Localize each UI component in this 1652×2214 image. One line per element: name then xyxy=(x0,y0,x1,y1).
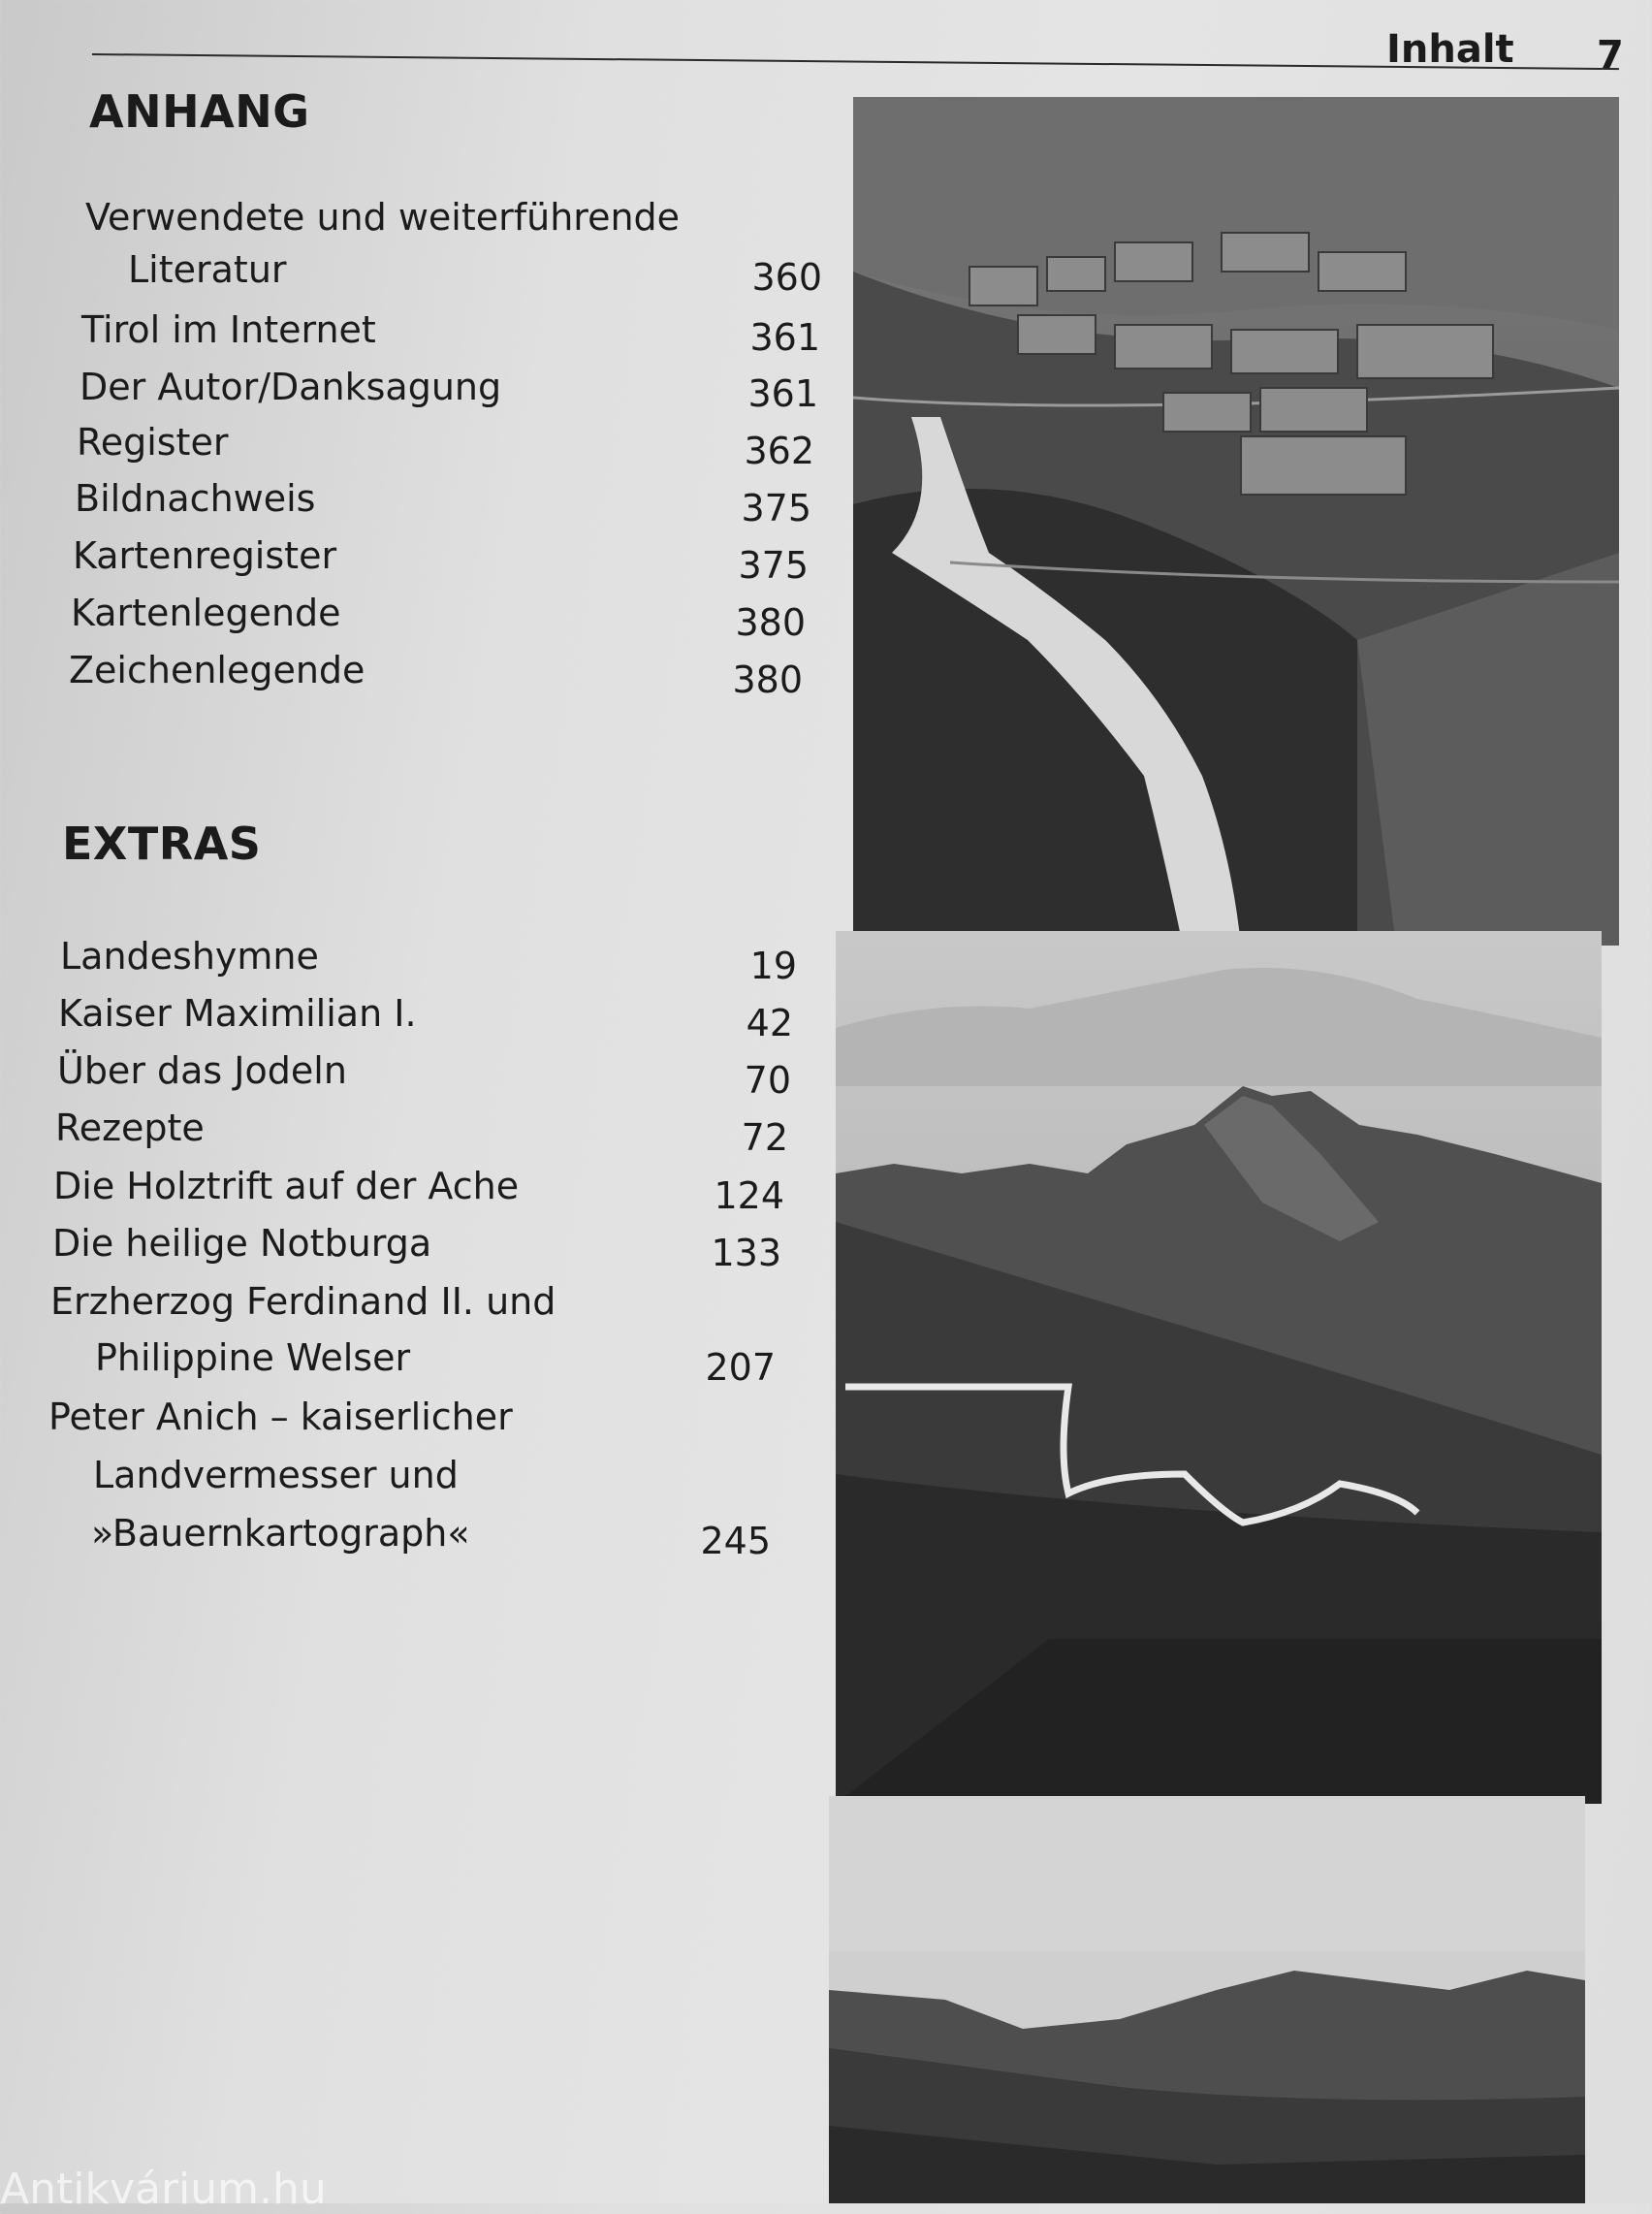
toc-entry-title: Der Autor/Danksagung xyxy=(79,366,502,408)
toc-entry-title: Landeshymne xyxy=(60,935,319,978)
toc-entry-title: Tirol im Internet xyxy=(81,308,376,351)
toc-entry-title-continued: Philippine Welser xyxy=(95,1336,411,1379)
section-heading-extras: EXTRAS xyxy=(62,818,262,870)
page-number: 7 xyxy=(1597,33,1624,78)
toc-entry-title: Kaiser Maximilian I. xyxy=(58,992,417,1035)
toc-entry xyxy=(52,1220,828,1274)
toc-entry-page: 380 xyxy=(735,601,806,644)
toc-entry-page: 380 xyxy=(732,658,803,701)
running-head-title: Inhalt xyxy=(1386,27,1514,72)
toc-entry xyxy=(50,1278,826,1389)
toc-entry xyxy=(85,194,861,299)
section-heading-anhang: ANHANG xyxy=(89,85,310,138)
toc-entry-page: 361 xyxy=(747,372,818,415)
toc-entry xyxy=(77,419,852,472)
toc-entry xyxy=(69,647,844,701)
toc-entry-title: Erzherzog Ferdinand II. und xyxy=(50,1280,556,1323)
toc-entry xyxy=(73,532,848,587)
toc-entry-title: Bildnachweis xyxy=(75,477,316,520)
toc-entry-page: 19 xyxy=(749,945,797,987)
toc-entry-title-continued: Landvermesser und xyxy=(93,1454,459,1496)
toc-entry-page: 207 xyxy=(705,1346,776,1389)
photo-mountain-pass xyxy=(836,931,1602,1804)
toc-entry xyxy=(48,1394,824,1562)
toc-entry xyxy=(81,306,857,359)
toc-entry-page: 362 xyxy=(744,430,814,472)
toc-entry-title: Verwendete und weiterführende xyxy=(85,196,681,239)
toc-entry-page: 72 xyxy=(741,1116,788,1159)
toc-entry xyxy=(55,1105,831,1159)
toc-entry-title: Register xyxy=(77,421,229,464)
toc-entry-title-continued: Literatur xyxy=(128,248,287,291)
toc-entry-title: Über das Jodeln xyxy=(57,1049,347,1092)
toc-entry xyxy=(58,990,834,1044)
toc-entry-title: Die heilige Notburga xyxy=(52,1222,432,1265)
toc-entry-title: Peter Anich – kaiserlicher xyxy=(48,1396,513,1438)
toc-entry-page: 133 xyxy=(711,1232,781,1274)
toc-entry xyxy=(71,590,846,644)
toc-entry-page: 42 xyxy=(746,1002,793,1044)
toc-entry-page: 375 xyxy=(741,487,811,529)
watermark: Antikvárium.hu xyxy=(0,2165,327,2214)
toc-entry-title: Die Holztrift auf der Ache xyxy=(53,1165,520,1207)
toc-entry xyxy=(79,364,855,415)
toc-entry-title: Kartenregister xyxy=(73,534,337,577)
toc-entry xyxy=(57,1047,833,1102)
toc-entry-page: 245 xyxy=(700,1520,771,1562)
photo-alpine-village xyxy=(853,97,1619,946)
toc-entry xyxy=(60,933,836,987)
toc-entry-page: 124 xyxy=(714,1174,784,1217)
toc-entry-title: Zeichenlegende xyxy=(69,649,365,691)
toc-entry-title-continued: »Bauernkartograph« xyxy=(91,1512,470,1555)
toc-entry-page: 360 xyxy=(751,256,822,299)
toc-entry-page: 361 xyxy=(749,316,820,359)
toc-entry xyxy=(75,475,850,529)
toc-entry xyxy=(53,1163,829,1217)
toc-entry-page: 375 xyxy=(738,544,809,587)
photo-mountain-ridge xyxy=(829,1796,1585,2203)
table-of-contents xyxy=(0,0,834,1649)
toc-entry-title: Kartenlegende xyxy=(71,592,341,634)
toc-entry-page: 70 xyxy=(744,1059,791,1102)
toc-entry-title: Rezepte xyxy=(55,1107,205,1149)
